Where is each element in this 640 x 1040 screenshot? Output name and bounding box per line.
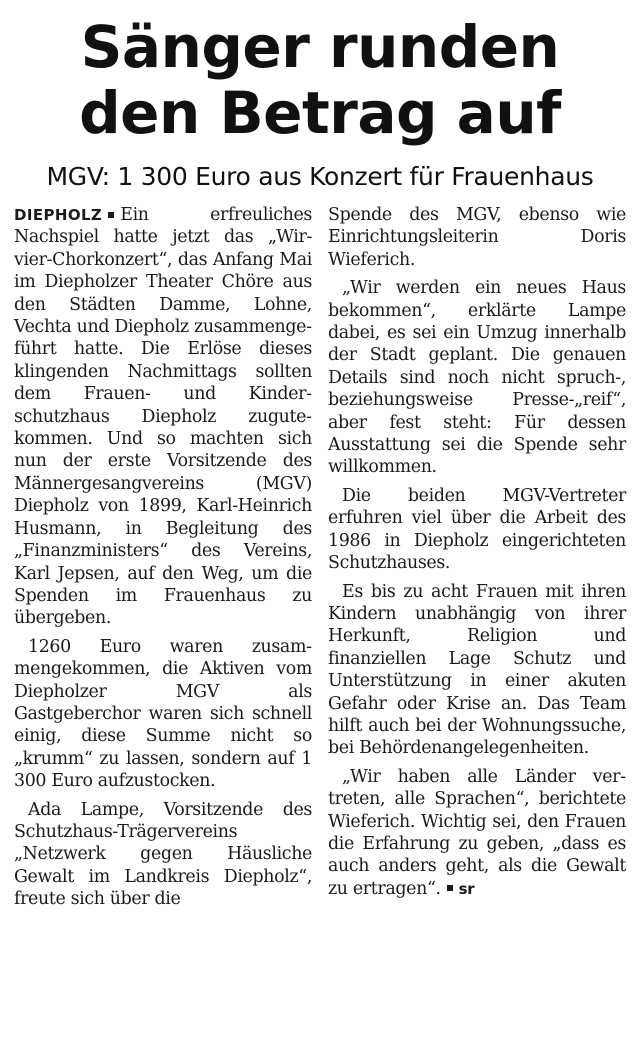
square-bullet-icon [447,885,453,891]
paragraph [328,766,626,900]
paragraph [14,204,312,630]
headline-line-1: Sänger runden [80,13,560,81]
headline [14,0,626,146]
paragraph: Spende des MGV, ebenso wie Einrichtungsleiterin Doris Wieferich. [328,205,626,270]
paragraph: Es bis zu acht Frauen mit ihren Kindern unabhängig von ihrer Herkunft, Religion und finanziellen Lage Schutz und Unterstützung in einer akuten Gefahr oder Krise an. Das Team hilft auch bei der Wohnungssuche, bei Behördenangelegenheiten. [328,581,626,759]
subheadline: MGV: 1 300 Euro aus Konzert für Frauenhaus [46,162,594,191]
paragraph: „Wir werden ein neues Haus bekommen“, erklärte Lampe dabei, es sei ein Umzug innerhalb der Stadt geplant. Die genauen Details sind noch nicht spruch-, beziehungsweise Presse-„reif“, aber fest steht: Für dessen Ausstattung sei die Spende sehr willkommen. [328,278,626,478]
author-initials: sr [458,879,475,898]
article-body [14,204,626,911]
square-bullet-icon [108,212,114,218]
paragraph: Ada Lampe, Vorsitzende des Schutzhaus-Trägervereins „Netzwerk gegen Häusliche Gewalt im Landkreis Diepholz“, freute sich über die [14,799,312,910]
paragraph: 1260 Euro waren zusammengekommen, die Aktiven vom Diepholzer MGV als Gastgeberchor waren sich schnell einig, diese Summe nicht so „krumm“ zu lassen, sondern auf 1 300 Euro aufzustocken. [14,636,312,792]
paragraph-text: Ein erfreuliches Nachspiel hatte jetzt das „Wir-vier-Chorkonzert“, das Anfang Mai im Diepholzer Theater Chöre aus den Städten Damme, Lohne, Vechta und Diepholz zusammengeführt hatte. Die Erlöse dieses klingenden Nachmittags sollten dem Frauen- und Kinderschutzhaus Diepholz zugutekommen. Und so machten sich nun der erste Vorsitzende des Männergesangvereins (MGV) Diepholz von 1899, Karl-Heinrich Husmann, in Begleitung des „Finanzministers“ des Vereins, Karl Jepsen, auf den Weg, um die Spenden im Frauenhaus zu übergeben. [14,205,312,629]
paragraph: Die beiden MGV-Vertreter erfuhren viel über die Arbeit des 1986 in Diepholz eingerichteten Schutzhauses. [328,485,626,574]
dateline: DIEPHOLZ [14,206,103,224]
headline-line-2: den Betrag auf [79,79,561,147]
right-column [328,204,626,911]
left-column [14,204,312,911]
paragraph-text: „Wir haben alle Länder vertreten, alle Sprachen“, berichtete Wieferich. Wichtig sei, den Frauen die Erfahrung zu geben, „dass es auch anders geht, als die Gewalt zu ertragen“. [328,766,626,899]
